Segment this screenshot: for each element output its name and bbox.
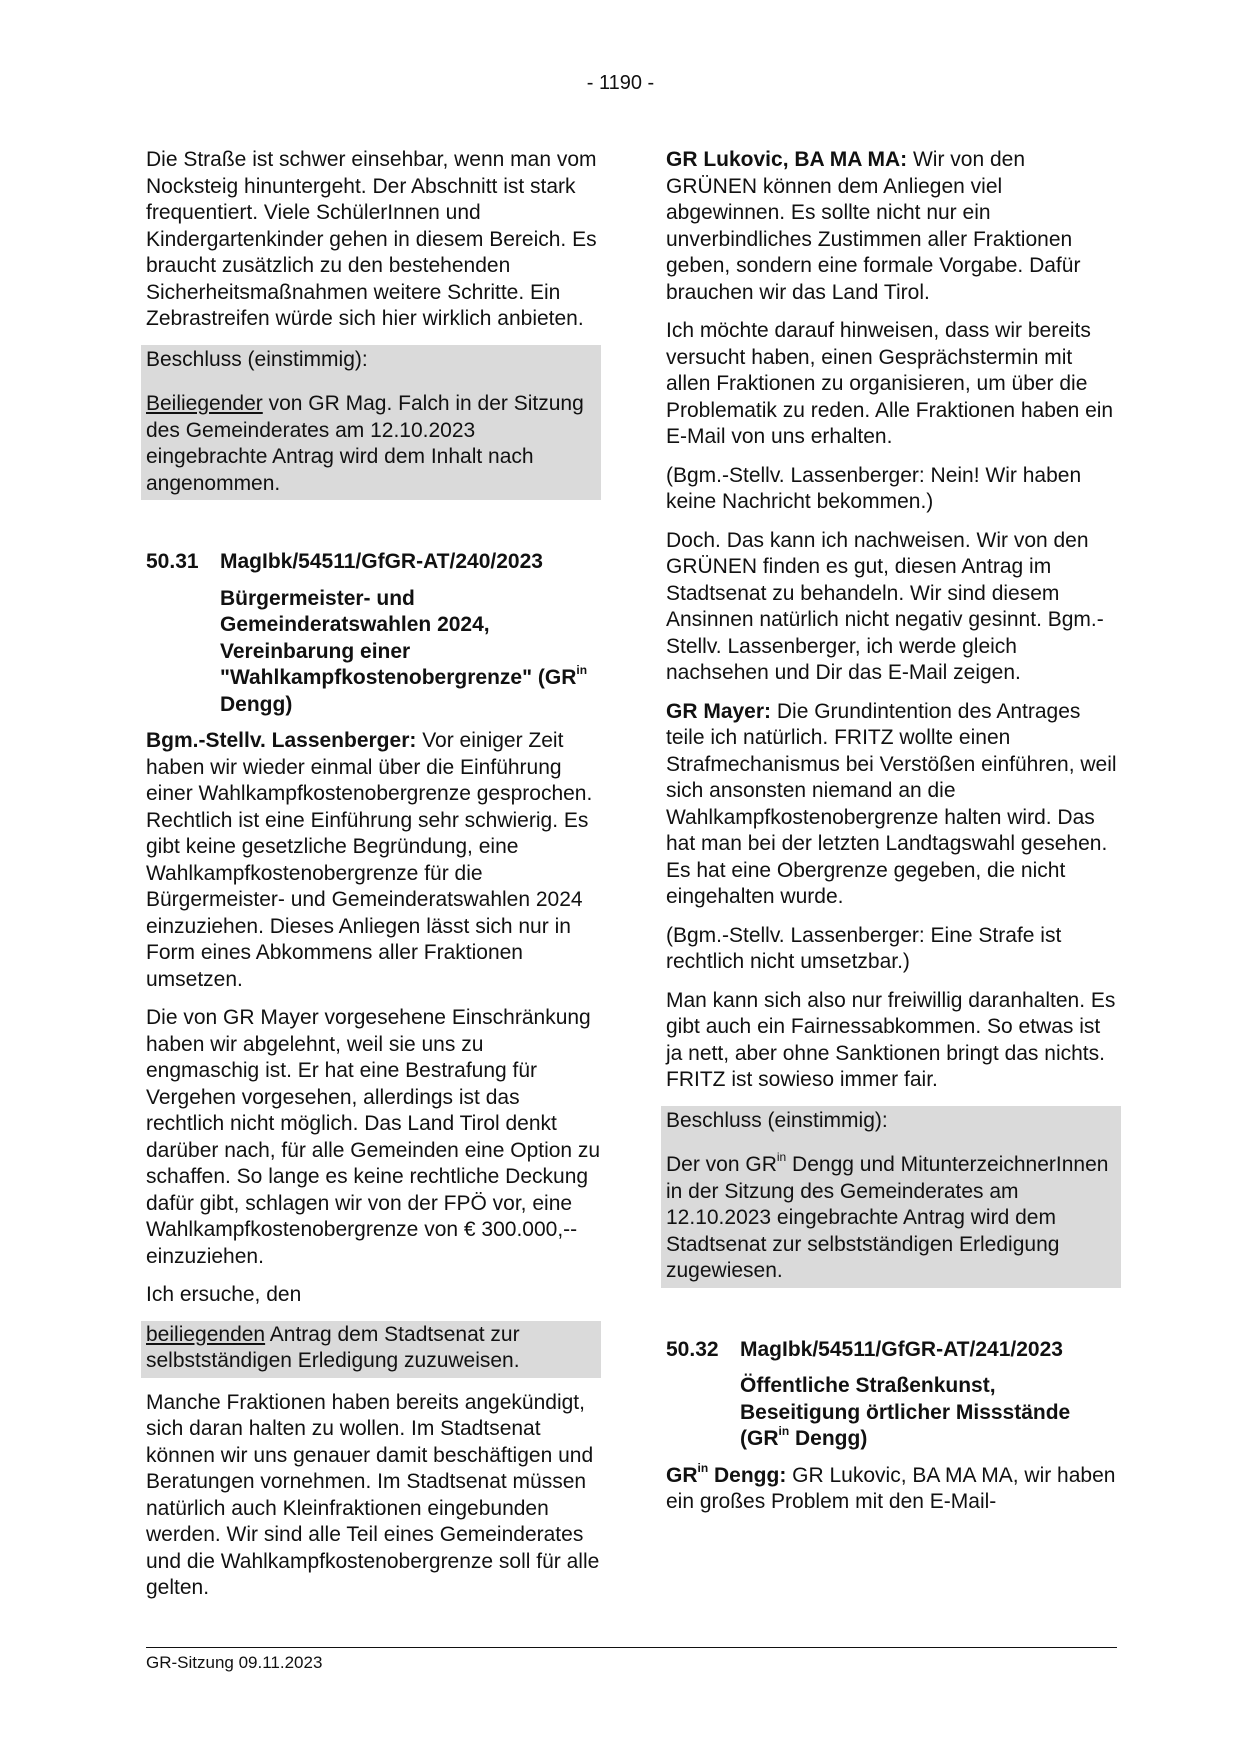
beschluss-text: Beiliegender von GR Mag. Falch in der Sitzung des Gemeinderates am 12.10.2023 eingebrachte Antrag wird dem Inhalt nach angenommen. xyxy=(146,392,584,495)
speech-paragraph: GR Lukovic, BA MA MA: Wir von den GRÜNEN können dem Anliegen viel abgewinnen. Es sollte nicht nur ein unverbindliches Zustimmen aller Fraktionen geben, sondern eine formale Vorgabe. Dafür brauchen wir das Land Tirol. xyxy=(666,148,1081,304)
antrag-text: beiliegenden Antrag dem Stadtsenat zur selbstständigen Erledigung zuzuweisen. xyxy=(146,1322,520,1372)
speech-paragraph: GR Mayer: Die Grundintention des Antrages teile ich natürlich. FRITZ wollte einen Strafmechanismus bei Verstößen einführen, weil sich ansonsten niemand an die Wahlkampfkostenobergrenze halten wird. Das hat man bei der letzten Landtagswahl gesehen. Es hat eine Obergrenze gegeben, die nicht eingehalten wurde. xyxy=(666,699,1117,908)
beschluss-label: Beschluss (einstimmig): xyxy=(666,1108,888,1132)
paragraph: Man kann sich also nur freiwillig daranhalten. Es gibt auch ein Fairnessabkommen. So etwas ist ja nett, aber ohne Sanktionen bringt das nichts. FRITZ ist sowieso immer fair. xyxy=(666,988,1116,1091)
left-column xyxy=(146,147,601,1614)
agenda-item-code: MagIbk/54511/GfGR-AT/241/2023 xyxy=(740,1337,1063,1361)
paragraph: Doch. Das kann ich nachweisen. Wir von den GRÜNEN finden es gut, diesen Antrag im Stadtsenat zu behandeln. Wir sind diesem Ansinnen natürlich nicht negativ gesinnt. Bgm.-Stellv. Lassenberger, ich werde gleich nachsehen und Dir das E-Mail zeigen. xyxy=(666,528,1104,684)
speech-paragraph: Bgm.-Stellv. Lassenberger: Vor einiger Zeit haben wir wieder einmal über die Einführung einer Wahlkampfkostenobergrenze gesprochen. Rechtlich ist eine Einführung sehr schwierig. Es gibt keine gesetzliche Begründung, eine Wahlkampfkostenobergrenze für die Bürgermeister- und Gemeinderatswahlen 2024 einzuziehen. Dieses Anliegen lässt sich nur in Form eines Abkommens aller Fraktionen umsetzen. xyxy=(146,729,593,991)
agenda-item-code: MagIbk/54511/GfGR-AT/240/2023 xyxy=(220,550,543,573)
speech-paragraph: $GR^{in}$ Dengg: GR Lukovic, BA MA MA, wir haben ein großes Problem mit den E-Mail- xyxy=(666,1460,1116,1513)
paragraph: Die von GR Mayer vorgesehene Einschränkung haben wir abgelehnt, weil sie uns zu engmaschig ist. Er hat eine Bestrafung für Vergehen vorgesehen, allerdings ist das rechtlich nicht möglich. Das Land Tirol denkt darüber nach, für alle Gemeinden eine Option zu schaffen. So lange es keine rechtliche Deckung dafür gibt, schlagen wir von der FPÖ vor, eine Wahlkampfkostenobergrenze von € 300.000,-- einzuziehen. xyxy=(146,1006,601,1268)
paragraph: Manche Fraktionen haben bereits angekündigt, sich daran halten zu wollen. Im Stadtsenat können wir uns genauer damit beschäftigen und Beratungen vornehmen. Im Stadtsenat müssen natürlich auch Kleinfraktionen eingebunden werden. Wir sind alle Teil eines Gemeinderates und die Wahlkampfkostenobergrenze soll für alle gelten. xyxy=(146,1390,600,1599)
agenda-item-title: Öffentliche Straßenkunst, Beseitigung örtlicher Missstände ($GR^{in}$ Dengg) xyxy=(740,1374,1071,1450)
underlined-word: Beiliegender xyxy=(146,392,263,415)
right-column xyxy=(666,147,1121,1528)
footer-divider xyxy=(146,1647,1117,1648)
beschluss-text: Der von $GR^{in}$ Dengg und MitunterzeichnerInnen in der Sitzung des Gemeinderates am 12.10.2023 eingebrachte Antrag wird dem Stadtsenat zur selbstständigen Erledigung zugewiesen. xyxy=(666,1150,1109,1282)
agenda-item-heading xyxy=(666,1337,1121,1364)
speaker-name: Bgm.-Stellv. Lassenberger: xyxy=(146,729,417,752)
paragraph: Ich möchte darauf hinweisen, dass wir bereits versucht haben, einen Gesprächstermin mit allen Fraktionen zu organisieren, um über die Problematik zu reden. Alle Fraktionen haben ein E-Mail von uns erhalten. xyxy=(666,319,1114,448)
agenda-item-number: 50.31 xyxy=(146,550,199,573)
underlined-word: beiliegenden xyxy=(146,1322,266,1346)
agenda-item-title: Bürgermeister- und Gemeinderatswahlen 2024, Vereinbarung einer "Wahlkampfkostenobergrenze" ($GR^{in}$ Dengg) xyxy=(220,586,588,716)
beschluss-label: Beschluss (einstimmig): xyxy=(146,347,368,371)
page-number: - 1190 - xyxy=(586,72,655,94)
speaker-name: GR Lukovic, BA MA MA: xyxy=(666,148,908,171)
agenda-item-heading xyxy=(146,549,601,576)
agenda-item-number: 50.32 xyxy=(666,1337,719,1361)
antrag-box xyxy=(141,1321,601,1378)
speaker-name: $GR^{in}$ Dengg: xyxy=(666,1460,787,1487)
beschluss-box xyxy=(661,1106,1121,1288)
footer-text: GR-Sitzung 09.11.2023 xyxy=(146,1653,323,1672)
paragraph: (Bgm.-Stellv. Lassenberger: Eine Strafe ist rechtlich nicht umsetzbar.) xyxy=(666,923,1062,973)
beschluss-box xyxy=(141,345,601,501)
speaker-name: GR Mayer: xyxy=(666,699,772,723)
paragraph: Ich ersuche, den xyxy=(146,1283,302,1306)
paragraph: (Bgm.-Stellv. Lassenberger: Nein! Wir haben keine Nachricht bekommen.) xyxy=(666,463,1082,513)
paragraph: Die Straße ist schwer einsehbar, wenn man vom Nocksteig hinuntergeht. Der Abschnitt ist stark frequentiert. Viele SchülerInnen und Kindergartenkinder gehen in diesem Bereich. Es braucht zusätzlich zu den bestehenden Sicherheitsmaßnahmen weitere Schritte. Ein Zebrastreifen würde sich hier wirklich anbieten. xyxy=(146,148,597,330)
